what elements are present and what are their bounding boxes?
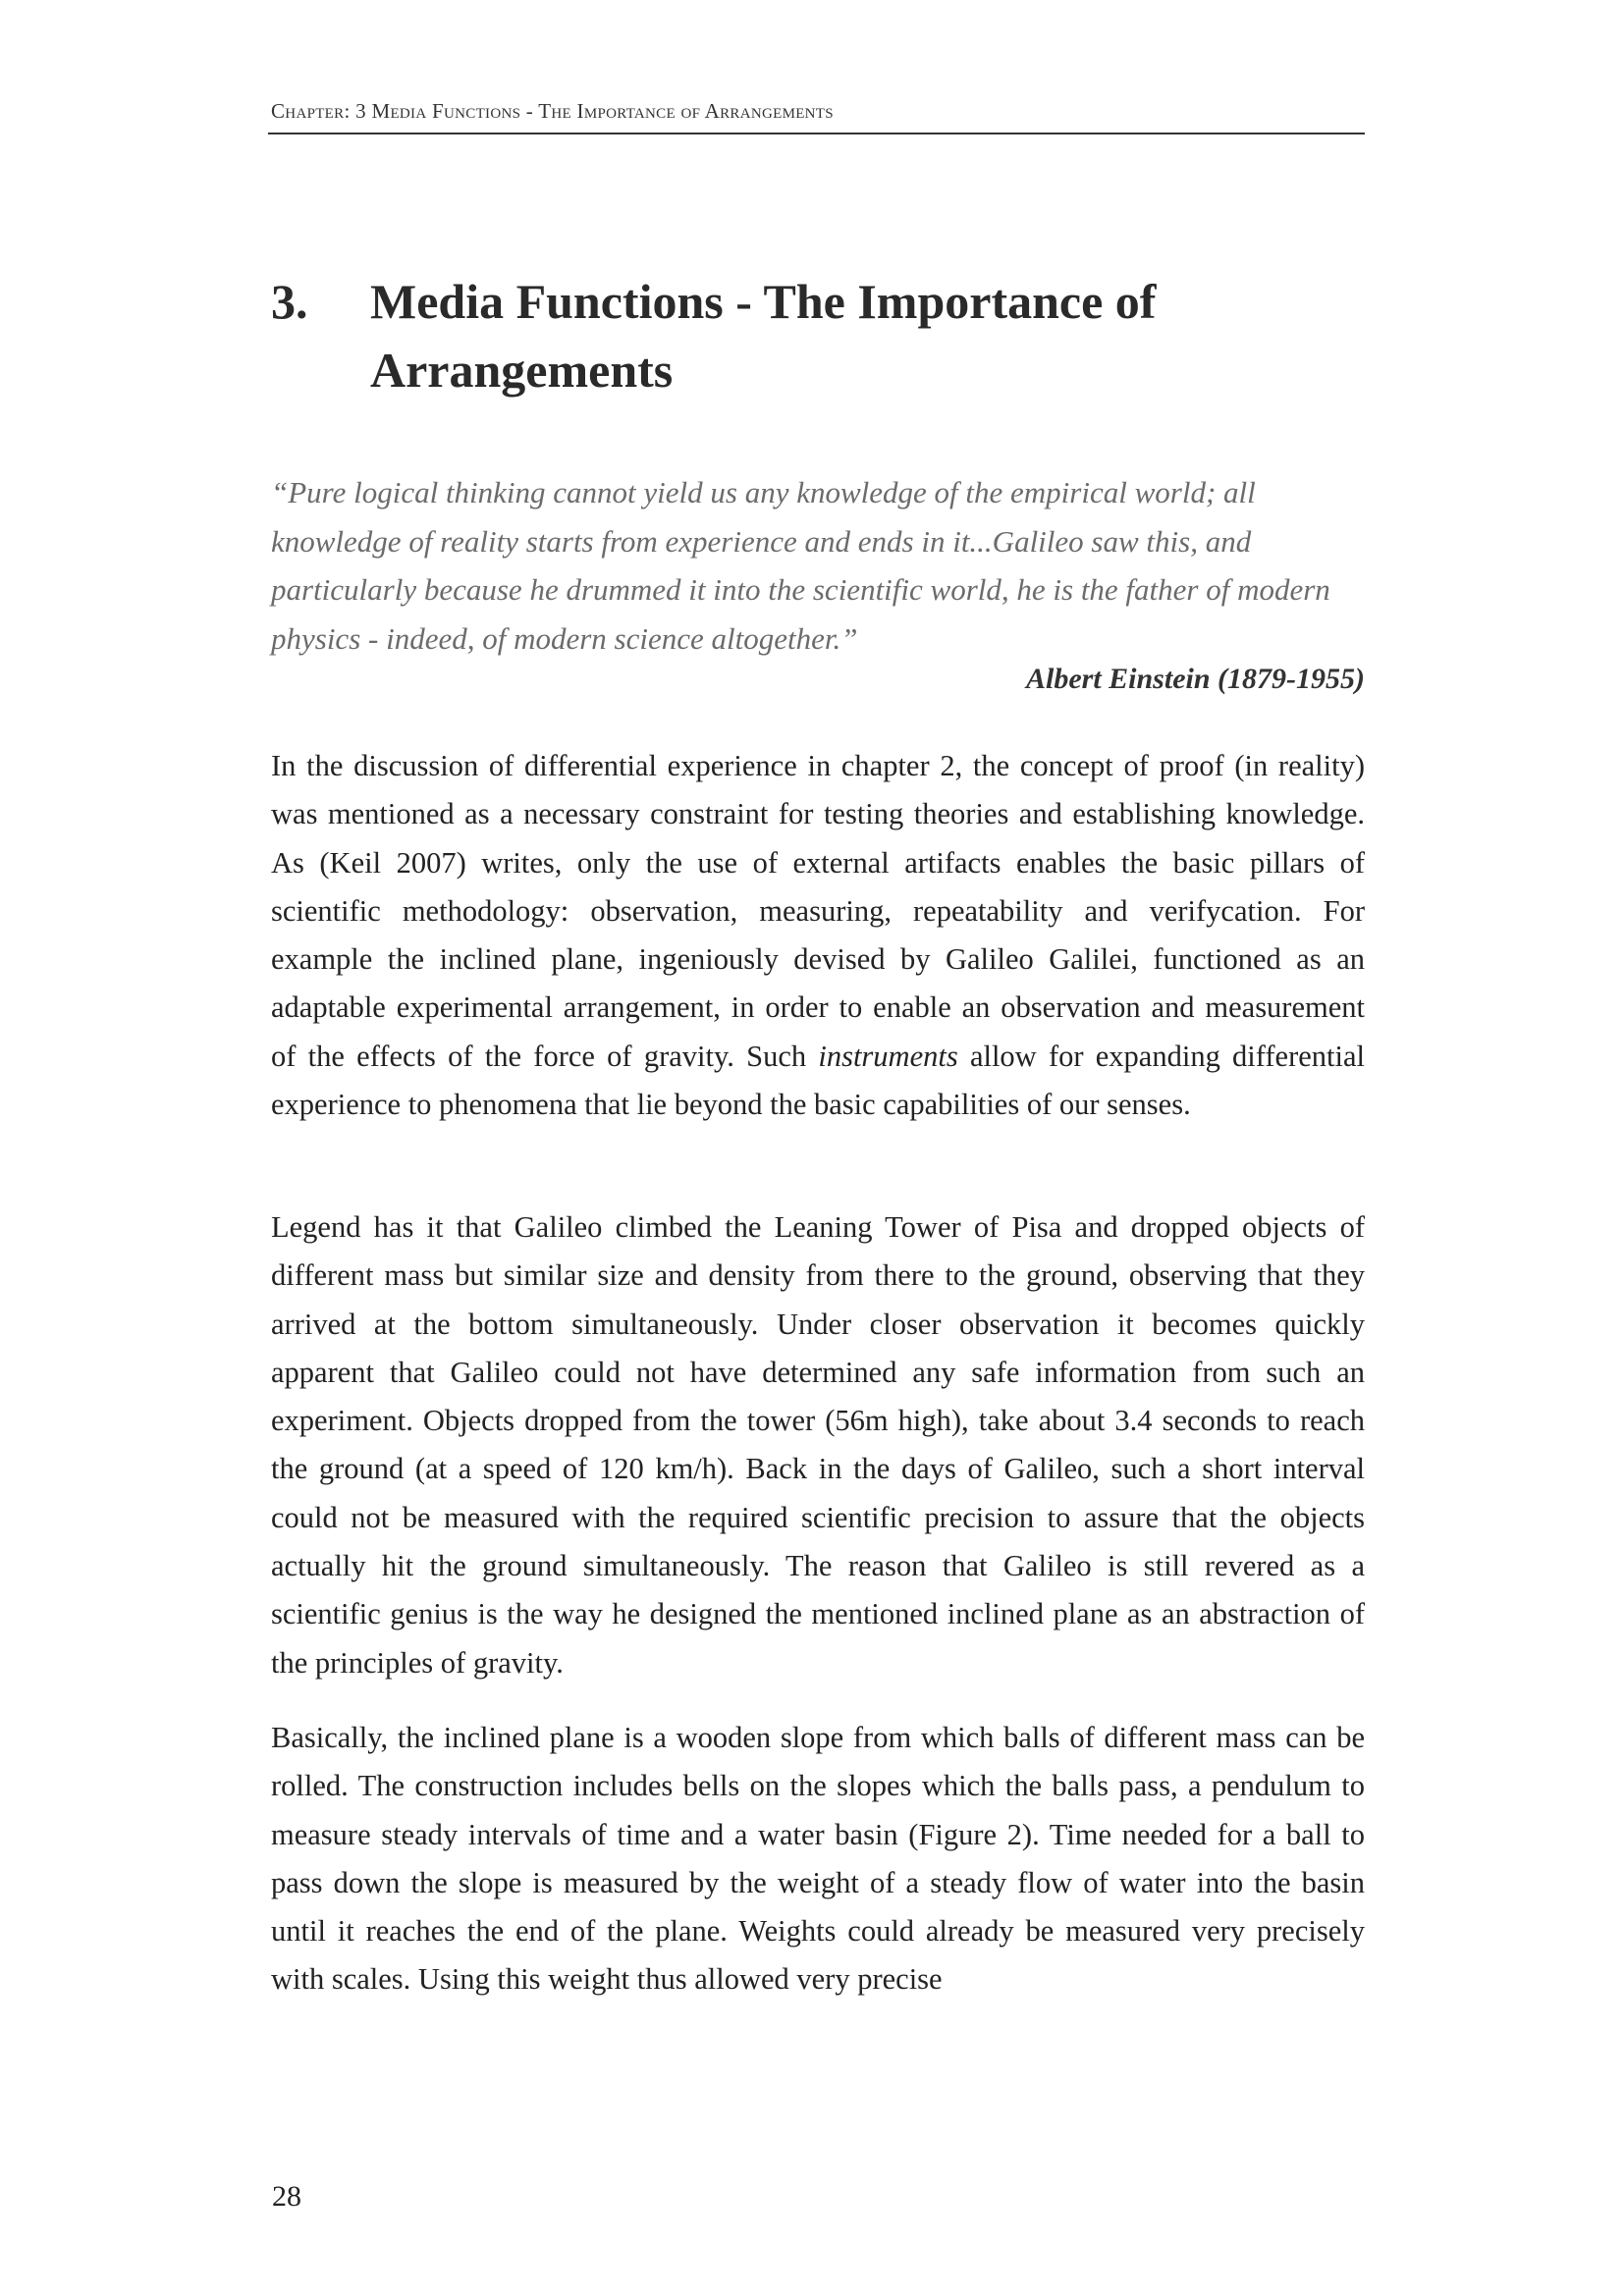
chapter-heading — [271, 267, 1365, 404]
chapter-number: 3. — [271, 274, 308, 329]
paragraph-text: allow for expanding differential experience to phenomena that lie beyond the basic capabilities of our senses. — [271, 1039, 1365, 1122]
body-paragraph-1 — [271, 742, 1365, 1129]
epigraph-quote: “Pure logical thinking cannot yield us any knowledge of the empirical world; all knowledge of reality starts from experience and ends in it...Galileo saw this, and particularly because he drummed it into the scientific world, he is the father of modern physics - indeed, of modern science altogether.” — [271, 475, 1330, 656]
chapter-title: Media Functions - The Importance of Arrangements — [370, 274, 1157, 398]
epigraph-author: Albert Einstein (1879-1955) — [1025, 663, 1365, 695]
paragraph-text: In the discussion of differential experience in chapter 2, the concept of proof (in reality) was mentioned as a necessary constraint for testing theories and establishing knowledge. As (Keil 2007) writes, only the use of external artifacts enables the basic pillars of scientific methodology: observation, measuring, repeatability and verifycation. For example the inclined plane, ingeniously devised by Galileo Galilei, functioned as an adaptable experimental arrangement, in order to enable an observation and measurement of the effects of the force of gravity. Such — [271, 749, 1365, 1073]
running-header: Chapter: 3 Media Functions - The Importance of Arrangements — [271, 99, 834, 123]
page-number: 28 — [272, 2180, 301, 2213]
emphasis-text: instruments — [818, 1039, 958, 1073]
header-rule — [268, 133, 1365, 134]
body-paragraph-3: Basically, the inclined plane is a wooden slope from which balls of different mass can be rolled. The construction includes bells on the slopes which the balls pass, a pendulum to measure steady intervals of time and a water basin (Figure 2). Time needed for a ball to pass down the slope is measured by the weight of a steady flow of water into the basin until it reaches the end of the plane. Weights could already be measured very precisely with scales. Using this weight thus allowed very precise — [271, 1721, 1365, 1997]
body-paragraph-2: Legend has it that Galileo climbed the Leaning Tower of Pisa and dropped objects of different mass but similar size and density from there to the ground, observing that they arrived at the bottom simultaneously. Under closer observation it becomes quickly apparent that Galileo could not have determined any safe information from such an experiment. Objects dropped from the tower (56m high), take about 3.4 seconds to reach the ground (at a speed of 120 km/h). Back in the days of Galileo, such a short interval could not be measured with the required scientific precision to assure that the objects actually hit the ground simultaneously. The reason that Galileo is still revered as a scientific genius is the way he designed the mentioned inclined plane as an abstraction of the principles of gravity. — [271, 1210, 1365, 1680]
